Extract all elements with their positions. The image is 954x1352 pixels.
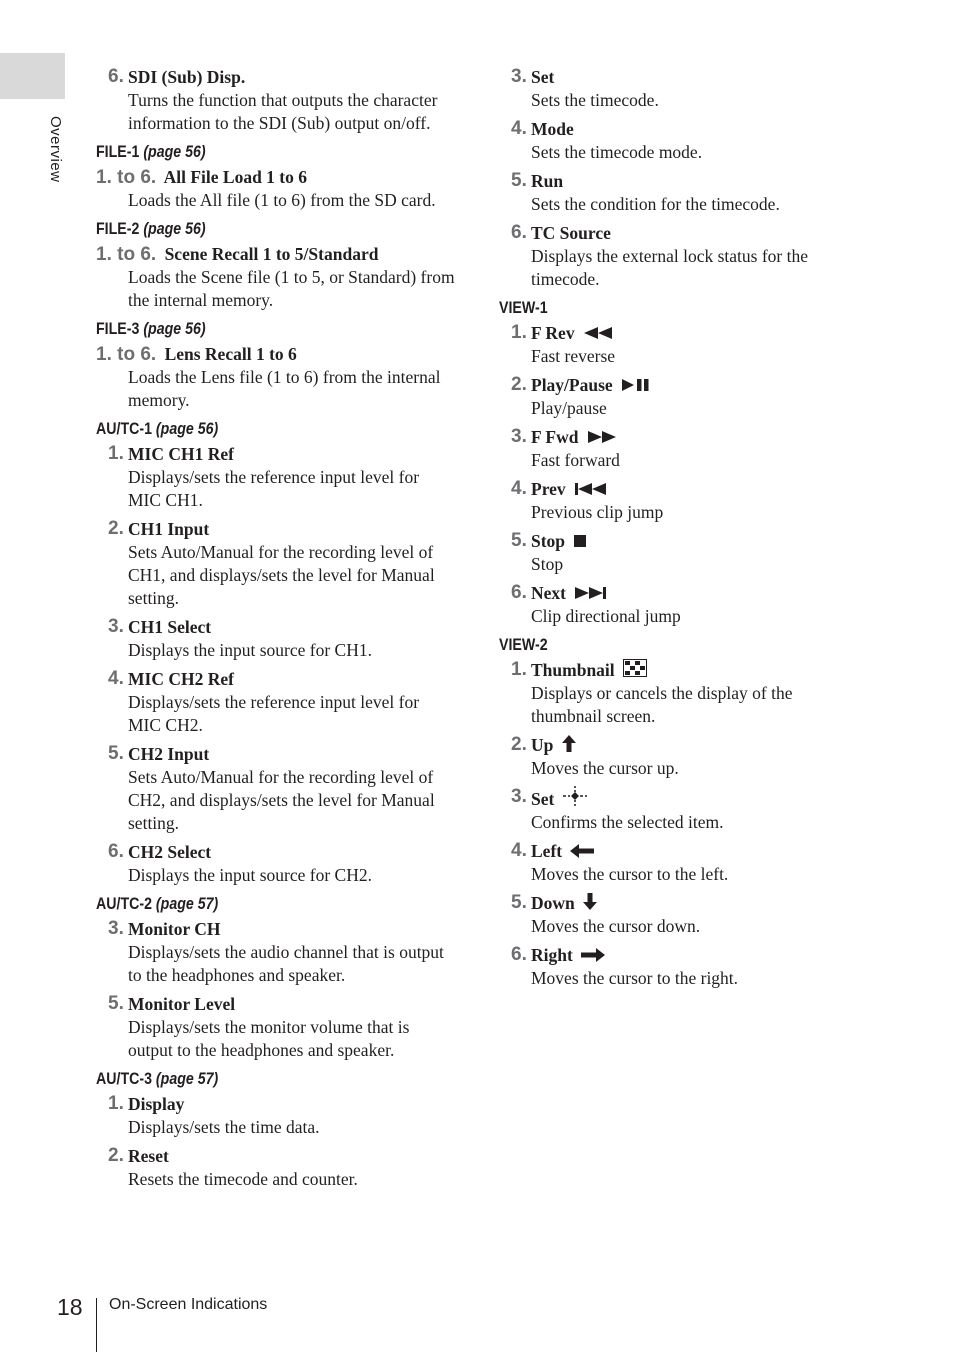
item-title: Set [531, 67, 555, 87]
item-description: Displays/sets the reference input level for MIC CH2. [128, 692, 420, 735]
footer-title: On-Screen Indications [109, 1296, 268, 1313]
item-description: Sets Auto/Manual for the recording level of CH1, and displays/sets the level for Manual setting. [128, 542, 435, 608]
item-number: 1. [511, 659, 527, 680]
list-item [499, 426, 829, 472]
item-title: Mode [531, 119, 574, 139]
list-item [96, 166, 456, 212]
item-description: Loads the Lens file (1 to 6) from the internal memory. [128, 367, 441, 410]
list-item [499, 374, 829, 420]
item-title: Run [531, 171, 564, 191]
item-description: Sets the timecode mode. [531, 142, 703, 162]
item-description: Sets the timecode. [531, 90, 659, 110]
page-reference: (page 57) [155, 1070, 219, 1088]
fast-reverse-icon [583, 326, 613, 340]
item-number: 6. [108, 841, 124, 862]
item-title: CH2 Input [128, 744, 210, 764]
item-description: Turns the function that outputs the character information to the SDI (Sub) output on/off. [128, 90, 438, 133]
section-name: AU/TC-3 [96, 1070, 152, 1088]
item-title: Reset [128, 1146, 169, 1166]
left-column [96, 66, 456, 1197]
item-title: MIC CH1 Ref [128, 444, 234, 464]
item-description: Displays/sets the reference input level for MIC CH1. [128, 467, 420, 510]
item-description: Displays/sets the monitor volume that is output to the headphones and speaker. [128, 1017, 410, 1060]
list-item [96, 66, 456, 135]
section-heading-file-2 [96, 219, 406, 239]
item-description: Displays or cancels the display of the thumbnail screen. [531, 683, 793, 726]
item-title: Play/Pause [531, 375, 613, 395]
stop-icon [573, 534, 587, 548]
item-description: Moves the cursor down. [531, 916, 701, 936]
section-name: AU/TC-2 [96, 895, 152, 913]
item-number: 1. [511, 322, 527, 343]
page-number: 18 [57, 1294, 83, 1320]
next-icon [574, 586, 608, 600]
list-item [96, 1093, 456, 1139]
item-description: Displays/sets the time data. [128, 1117, 320, 1137]
section-name: FILE-1 [96, 143, 140, 161]
section-name: FILE-3 [96, 320, 140, 338]
item-number: 3. [511, 786, 527, 807]
item-description: Clip directional jump [531, 606, 681, 626]
page-reference: (page 57) [155, 895, 219, 913]
list-item [96, 1145, 456, 1191]
item-number: 5. [511, 892, 527, 913]
item-number: 1. to 6. [96, 344, 157, 365]
item-number: 1. [108, 1093, 124, 1114]
footer-divider [96, 1298, 97, 1352]
list-item [499, 582, 829, 628]
list-item [96, 743, 456, 835]
list-item [96, 343, 456, 412]
list-item [499, 222, 829, 291]
item-description: Moves the cursor to the right. [531, 968, 739, 988]
item-title: CH1 Select [128, 617, 212, 637]
set-crosshair-icon [563, 786, 587, 806]
list-item [499, 944, 829, 990]
item-title: Prev [531, 479, 566, 499]
item-description: Fast reverse [531, 346, 616, 366]
item-number: 4. [511, 478, 527, 499]
item-title: Thumbnail [531, 660, 615, 680]
item-description: Fast forward [531, 450, 620, 470]
item-title: Right [531, 945, 573, 965]
list-item [96, 443, 456, 512]
item-description: Loads the Scene file (1 to 5, or Standard) from the internal memory. [128, 267, 455, 310]
item-description: Displays the input source for CH1. [128, 640, 372, 660]
item-description: Sets the condition for the timecode. [531, 194, 780, 214]
item-title: All File Load 1 to 6 [163, 167, 308, 187]
item-description: Displays the external lock status for the timecode. [531, 246, 809, 289]
previous-icon [574, 482, 608, 496]
item-title: Monitor CH [128, 919, 221, 939]
arrow-right-icon [581, 948, 605, 962]
list-item [96, 918, 456, 987]
item-description: Previous clip jump [531, 502, 664, 522]
page-reference: (page 56) [143, 143, 206, 161]
page-reference: (page 56) [143, 220, 206, 238]
list-item [96, 993, 456, 1062]
list-item [499, 840, 829, 886]
thumbnail-icon [623, 659, 647, 677]
item-description: Resets the timecode and counter. [128, 1169, 358, 1189]
section-name: AU/TC-1 [96, 420, 152, 438]
section-heading-view-2: VIEW-2 [499, 636, 548, 654]
item-title: Up [531, 735, 554, 755]
list-item [96, 668, 456, 737]
item-title: MIC CH2 Ref [128, 669, 234, 689]
item-title: Next [531, 583, 566, 603]
item-number: 1. [108, 443, 124, 464]
right-column [499, 66, 829, 996]
item-title: Down [531, 893, 575, 913]
side-label: Overview [47, 116, 64, 183]
item-number: 5. [511, 530, 527, 551]
list-item [499, 170, 829, 216]
list-item [96, 616, 456, 662]
item-title: Set [531, 789, 555, 809]
item-title: CH2 Select [128, 842, 212, 862]
section-heading-file-3 [96, 319, 406, 339]
item-title: Lens Recall 1 to 6 [164, 344, 297, 364]
page-reference: (page 56) [143, 320, 206, 338]
item-title: F Rev [531, 323, 575, 343]
item-number: 3. [511, 66, 527, 87]
arrow-down-icon [583, 893, 597, 910]
section-heading-file-1 [96, 142, 406, 162]
item-description: Moves the cursor up. [531, 758, 679, 778]
list-item [499, 530, 829, 576]
item-number: 3. [511, 426, 527, 447]
item-number: 2. [108, 1145, 124, 1166]
item-number: 6. [108, 66, 124, 87]
list-item [499, 118, 829, 164]
list-item [96, 243, 456, 312]
item-number: 6. [511, 582, 527, 603]
item-number: 4. [511, 118, 527, 139]
item-number: 3. [108, 616, 124, 637]
list-item [499, 892, 829, 938]
arrow-up-icon [562, 735, 576, 752]
arrow-left-icon [570, 844, 594, 858]
section-name: FILE-2 [96, 220, 140, 238]
item-description: Displays/sets the audio channel that is output to the headphones and speaker. [128, 942, 444, 985]
section-heading-view-1: VIEW-1 [499, 299, 548, 317]
list-item [499, 734, 829, 780]
item-title: F Fwd [531, 427, 579, 447]
item-number: 1. to 6. [96, 167, 157, 188]
list-item [499, 659, 829, 728]
item-description: Play/pause [531, 398, 607, 418]
item-title: Monitor Level [128, 994, 236, 1014]
item-number: 4. [108, 668, 124, 689]
list-item [499, 786, 829, 834]
item-title: Display [128, 1094, 185, 1114]
item-title: CH1 Input [128, 519, 210, 539]
section-heading-au-tc-1 [96, 419, 406, 439]
item-number: 4. [511, 840, 527, 861]
item-description: Sets Auto/Manual for the recording level of CH2, and displays/sets the level for Manual setting. [128, 767, 435, 833]
item-number: 3. [108, 918, 124, 939]
item-title: TC Source [531, 223, 611, 243]
list-item [499, 66, 829, 112]
item-number: 2. [511, 734, 527, 755]
item-number: 2. [511, 374, 527, 395]
item-number: 5. [108, 993, 124, 1014]
section-heading-au-tc-2 [96, 894, 406, 914]
item-description: Loads the All file (1 to 6) from the SD card. [128, 190, 436, 210]
item-description: Stop [531, 554, 564, 574]
item-title: Stop [531, 531, 566, 551]
item-number: 5. [511, 170, 527, 191]
item-number: 6. [511, 944, 527, 965]
item-number: 5. [108, 743, 124, 764]
item-number: 6. [511, 222, 527, 243]
fast-forward-icon [587, 430, 617, 444]
section-heading-au-tc-3 [96, 1069, 406, 1089]
item-description: Displays the input source for CH2. [128, 865, 372, 885]
item-number: 2. [108, 518, 124, 539]
side-tab [0, 53, 65, 99]
item-description: Confirms the selected item. [531, 812, 724, 832]
page-reference: (page 56) [155, 420, 219, 438]
item-title: SDI (Sub) Disp. [128, 67, 246, 87]
list-item [96, 518, 456, 610]
item-title: Scene Recall 1 to 5/Standard [164, 244, 379, 264]
list-item [499, 322, 829, 368]
item-number: 1. to 6. [96, 244, 157, 265]
list-item [499, 478, 829, 524]
item-title: Left [531, 841, 563, 861]
list-item [96, 841, 456, 887]
play-pause-icon [621, 378, 651, 392]
item-description: Moves the cursor to the left. [531, 864, 729, 884]
